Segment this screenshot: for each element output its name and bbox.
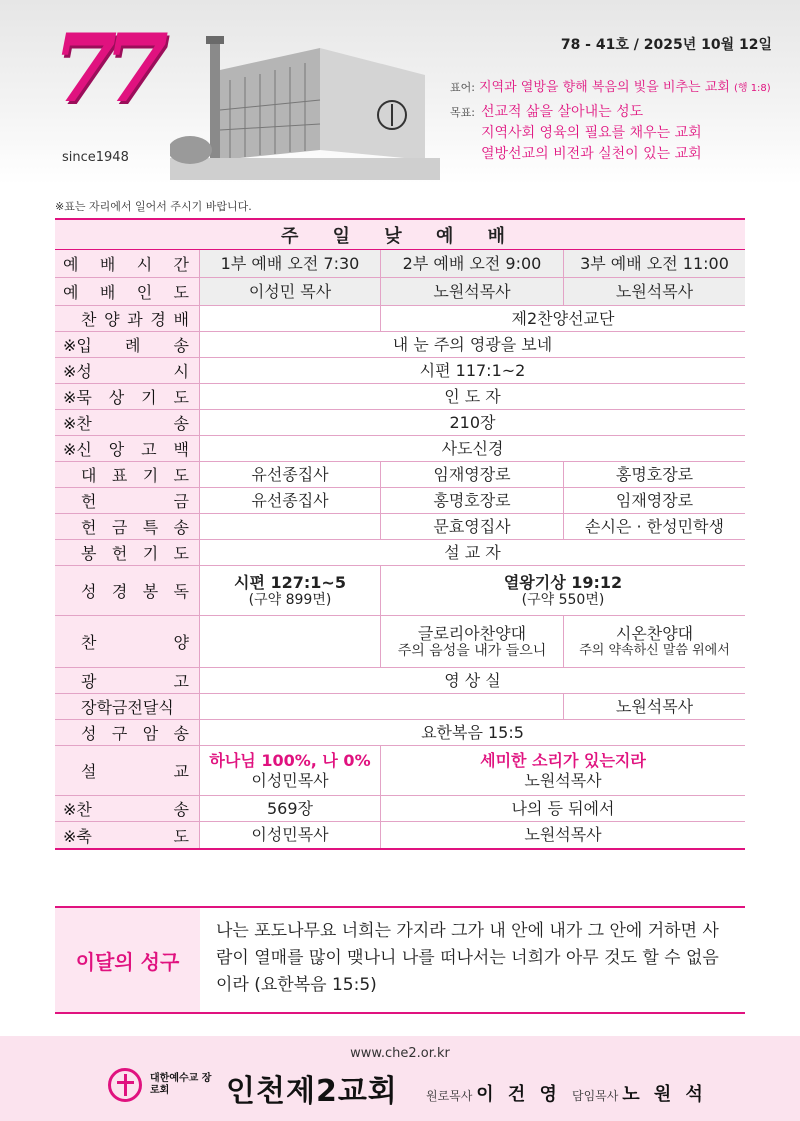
closing-hymn-23: 나의 등 뒤에서 <box>511 798 615 818</box>
table-row <box>55 410 745 436</box>
footer <box>0 1036 800 1121</box>
row-label: ※묵 상 기 도 <box>55 384 200 409</box>
choir-name: 시온찬양대 <box>615 624 694 644</box>
logo-77: 77 <box>52 14 155 124</box>
leader-3: 노원석목사 <box>615 281 694 301</box>
table-row <box>55 436 745 462</box>
row-label: 성 구 암 송 <box>55 720 200 745</box>
church-building-image <box>170 30 440 180</box>
denomination: 대한예수교 장로회 <box>150 1073 212 1096</box>
sermon-1-preacher: 이성민목사 <box>251 770 329 790</box>
table-row <box>55 462 745 488</box>
row-label: ※입 례 송 <box>55 332 200 357</box>
prayer-2: 임재영장로 <box>381 462 564 487</box>
table-row <box>55 746 745 796</box>
offering-song-2: 문효영집사 <box>381 514 564 539</box>
service-time-2: 2부 예배 오전 9:00 <box>381 250 564 277</box>
row-label: ※찬 송 <box>55 410 200 435</box>
row-label: 대 표 기 도 <box>55 462 200 487</box>
silent-prayer: 인 도 자 <box>444 386 501 406</box>
scripture-23-ref: 열왕기상 19:12 <box>503 572 623 592</box>
table-row <box>55 358 745 384</box>
service-time-3: 3부 예배 오전 11:00 <box>580 253 729 273</box>
goal-item: 선교적 삶을 살아내는 성도 <box>481 104 644 120</box>
offering-song-1 <box>200 514 381 539</box>
motto-text: 지역과 열방을 향해 복음의 빛을 비추는 교회 <box>478 80 730 95</box>
scripture-1 <box>200 566 381 615</box>
elder-title: 원로목사 <box>426 1089 473 1103</box>
motto <box>450 76 771 95</box>
benediction-1: 이성민목사 <box>200 822 381 848</box>
monthly-verse <box>55 906 745 1014</box>
table-row <box>55 822 745 848</box>
sermon-1-title: 하나님 100%, 나 0% <box>209 751 371 771</box>
row-label: 광 고 <box>55 668 200 693</box>
row-label: 찬 양 <box>55 616 200 667</box>
memory-verse: 요한복음 15:5 <box>421 722 524 742</box>
row-label: 장학금전달식 <box>55 694 200 719</box>
row-label: ※성 시 <box>55 358 200 383</box>
table-row <box>55 514 745 540</box>
table-row <box>55 250 745 278</box>
goal-key: 목표: <box>450 106 475 119</box>
senior-title: 담임목사 <box>572 1089 619 1103</box>
prayer-1: 유선종집사 <box>200 462 381 487</box>
anthem-1 <box>200 616 381 667</box>
worship-order-table <box>55 218 745 850</box>
since-label: since1948 <box>62 150 129 165</box>
table-title: 주 일 낮 예 배 <box>55 220 745 250</box>
monthly-verse-text: 나는 포도나무요 너희는 가지라 그가 내 안에 내가 그 안에 거하면 사람이 열매를 많이 맺나니 나를 떠나서는 너희가 아무 것도 할 수 없음이라 (요한복음 15:5) <box>216 921 719 995</box>
hymn-number: 210장 <box>449 412 496 432</box>
table-row <box>55 306 745 332</box>
anthem-2 <box>381 616 564 667</box>
table-row <box>55 488 745 514</box>
table-row <box>55 332 745 358</box>
elder-pastor <box>426 1080 561 1106</box>
anthem-3 <box>564 616 745 667</box>
entrance-hymn: 내 눈 주의 영광을 보네 <box>392 334 553 354</box>
offering-2: 홍명호장로 <box>381 488 564 513</box>
praise-1 <box>200 306 381 331</box>
scripture-1-ref: 시편 127:1~5 <box>234 572 346 592</box>
anthem-title: 주의 약속하신 말씀 위에서 <box>579 643 730 659</box>
row-label: 찬 양 과 경 배 <box>55 306 200 331</box>
scripture-23-page: (구약 550면) <box>521 591 605 608</box>
church-name: 인천제2교회 <box>226 1074 398 1109</box>
goal-item: 열방선교의 비전과 실천이 있는 교회 <box>481 146 702 162</box>
sermon-23-preacher: 노원석목사 <box>524 770 602 790</box>
leader-2: 노원석목사 <box>381 278 564 305</box>
service-time-1: 1부 예배 오전 7:30 <box>200 250 381 277</box>
offering-1: 유선종집사 <box>200 488 381 513</box>
elder-name: 이 건 영 <box>476 1084 561 1105</box>
anthem-title: 주의 음성을 내가 들으니 <box>397 642 547 659</box>
row-label: 헌 금 <box>55 488 200 513</box>
psalm-reading: 시편 117:1~2 <box>419 360 526 380</box>
goals <box>481 102 702 165</box>
prayer-3: 홍명호장로 <box>615 464 694 484</box>
issue-number: 78 - 41호 / 2025년 10월 12일 <box>560 37 772 53</box>
table-row <box>55 616 745 668</box>
row-label: 헌 금 특 송 <box>55 514 200 539</box>
row-label: ※찬 송 <box>55 796 200 821</box>
scholarship-12 <box>200 694 564 719</box>
offering-prayer: 설 교 자 <box>444 542 501 562</box>
row-label: 예 배 시 간 <box>55 250 200 277</box>
row-label: 예 배 인 도 <box>55 278 200 305</box>
creed: 사도신경 <box>441 438 504 458</box>
table-row <box>55 566 745 616</box>
offering-3: 임재영장로 <box>615 490 694 510</box>
table-row <box>55 384 745 410</box>
praise-team: 제2찬양선교단 <box>511 308 615 328</box>
table-row <box>55 540 745 566</box>
scholarship-3: 노원석목사 <box>615 696 694 716</box>
choir-name: 글로리아찬양대 <box>417 623 527 643</box>
row-label: ※신 앙 고 백 <box>55 436 200 461</box>
header <box>0 0 800 185</box>
row-label: 설 교 <box>55 746 200 795</box>
benediction-23: 노원석목사 <box>524 825 602 845</box>
sermon-23-title: 세미한 소리가 있는지라 <box>480 751 646 771</box>
goal-item: 지역사회 영육의 필요를 채우는 교회 <box>481 125 702 141</box>
row-label: 성 경 봉 독 <box>55 566 200 615</box>
website-link[interactable]: www.che2.or.kr <box>350 1046 450 1061</box>
offering-song-3: 손시은 · 한성민학생 <box>585 516 724 536</box>
closing-hymn-1: 569장 <box>200 796 381 821</box>
motto-key: 표어: <box>450 81 475 94</box>
announcements: 영 상 실 <box>444 670 501 690</box>
sermon-23 <box>381 746 745 795</box>
sermon-1 <box>200 746 381 795</box>
senior-name: 노 원 석 <box>622 1084 707 1105</box>
table-row <box>55 720 745 746</box>
church-seal-icon <box>108 1068 142 1102</box>
scripture-1-page: (구약 899면) <box>248 591 332 608</box>
scripture-23 <box>381 566 745 615</box>
table-row <box>55 668 745 694</box>
table-row <box>55 796 745 822</box>
leader-1: 이성민 목사 <box>200 278 381 305</box>
senior-pastor <box>572 1080 707 1106</box>
row-label: 봉 헌 기 도 <box>55 540 200 565</box>
row-label: ※축 도 <box>55 822 200 848</box>
standing-notice: ※표는 자리에서 일어서 주시기 바랍니다. <box>55 200 252 213</box>
motto-reference: (행 1:8) <box>733 83 771 94</box>
monthly-verse-label: 이달의 성구 <box>55 908 200 1012</box>
table-row <box>55 278 745 306</box>
table-row <box>55 694 745 720</box>
